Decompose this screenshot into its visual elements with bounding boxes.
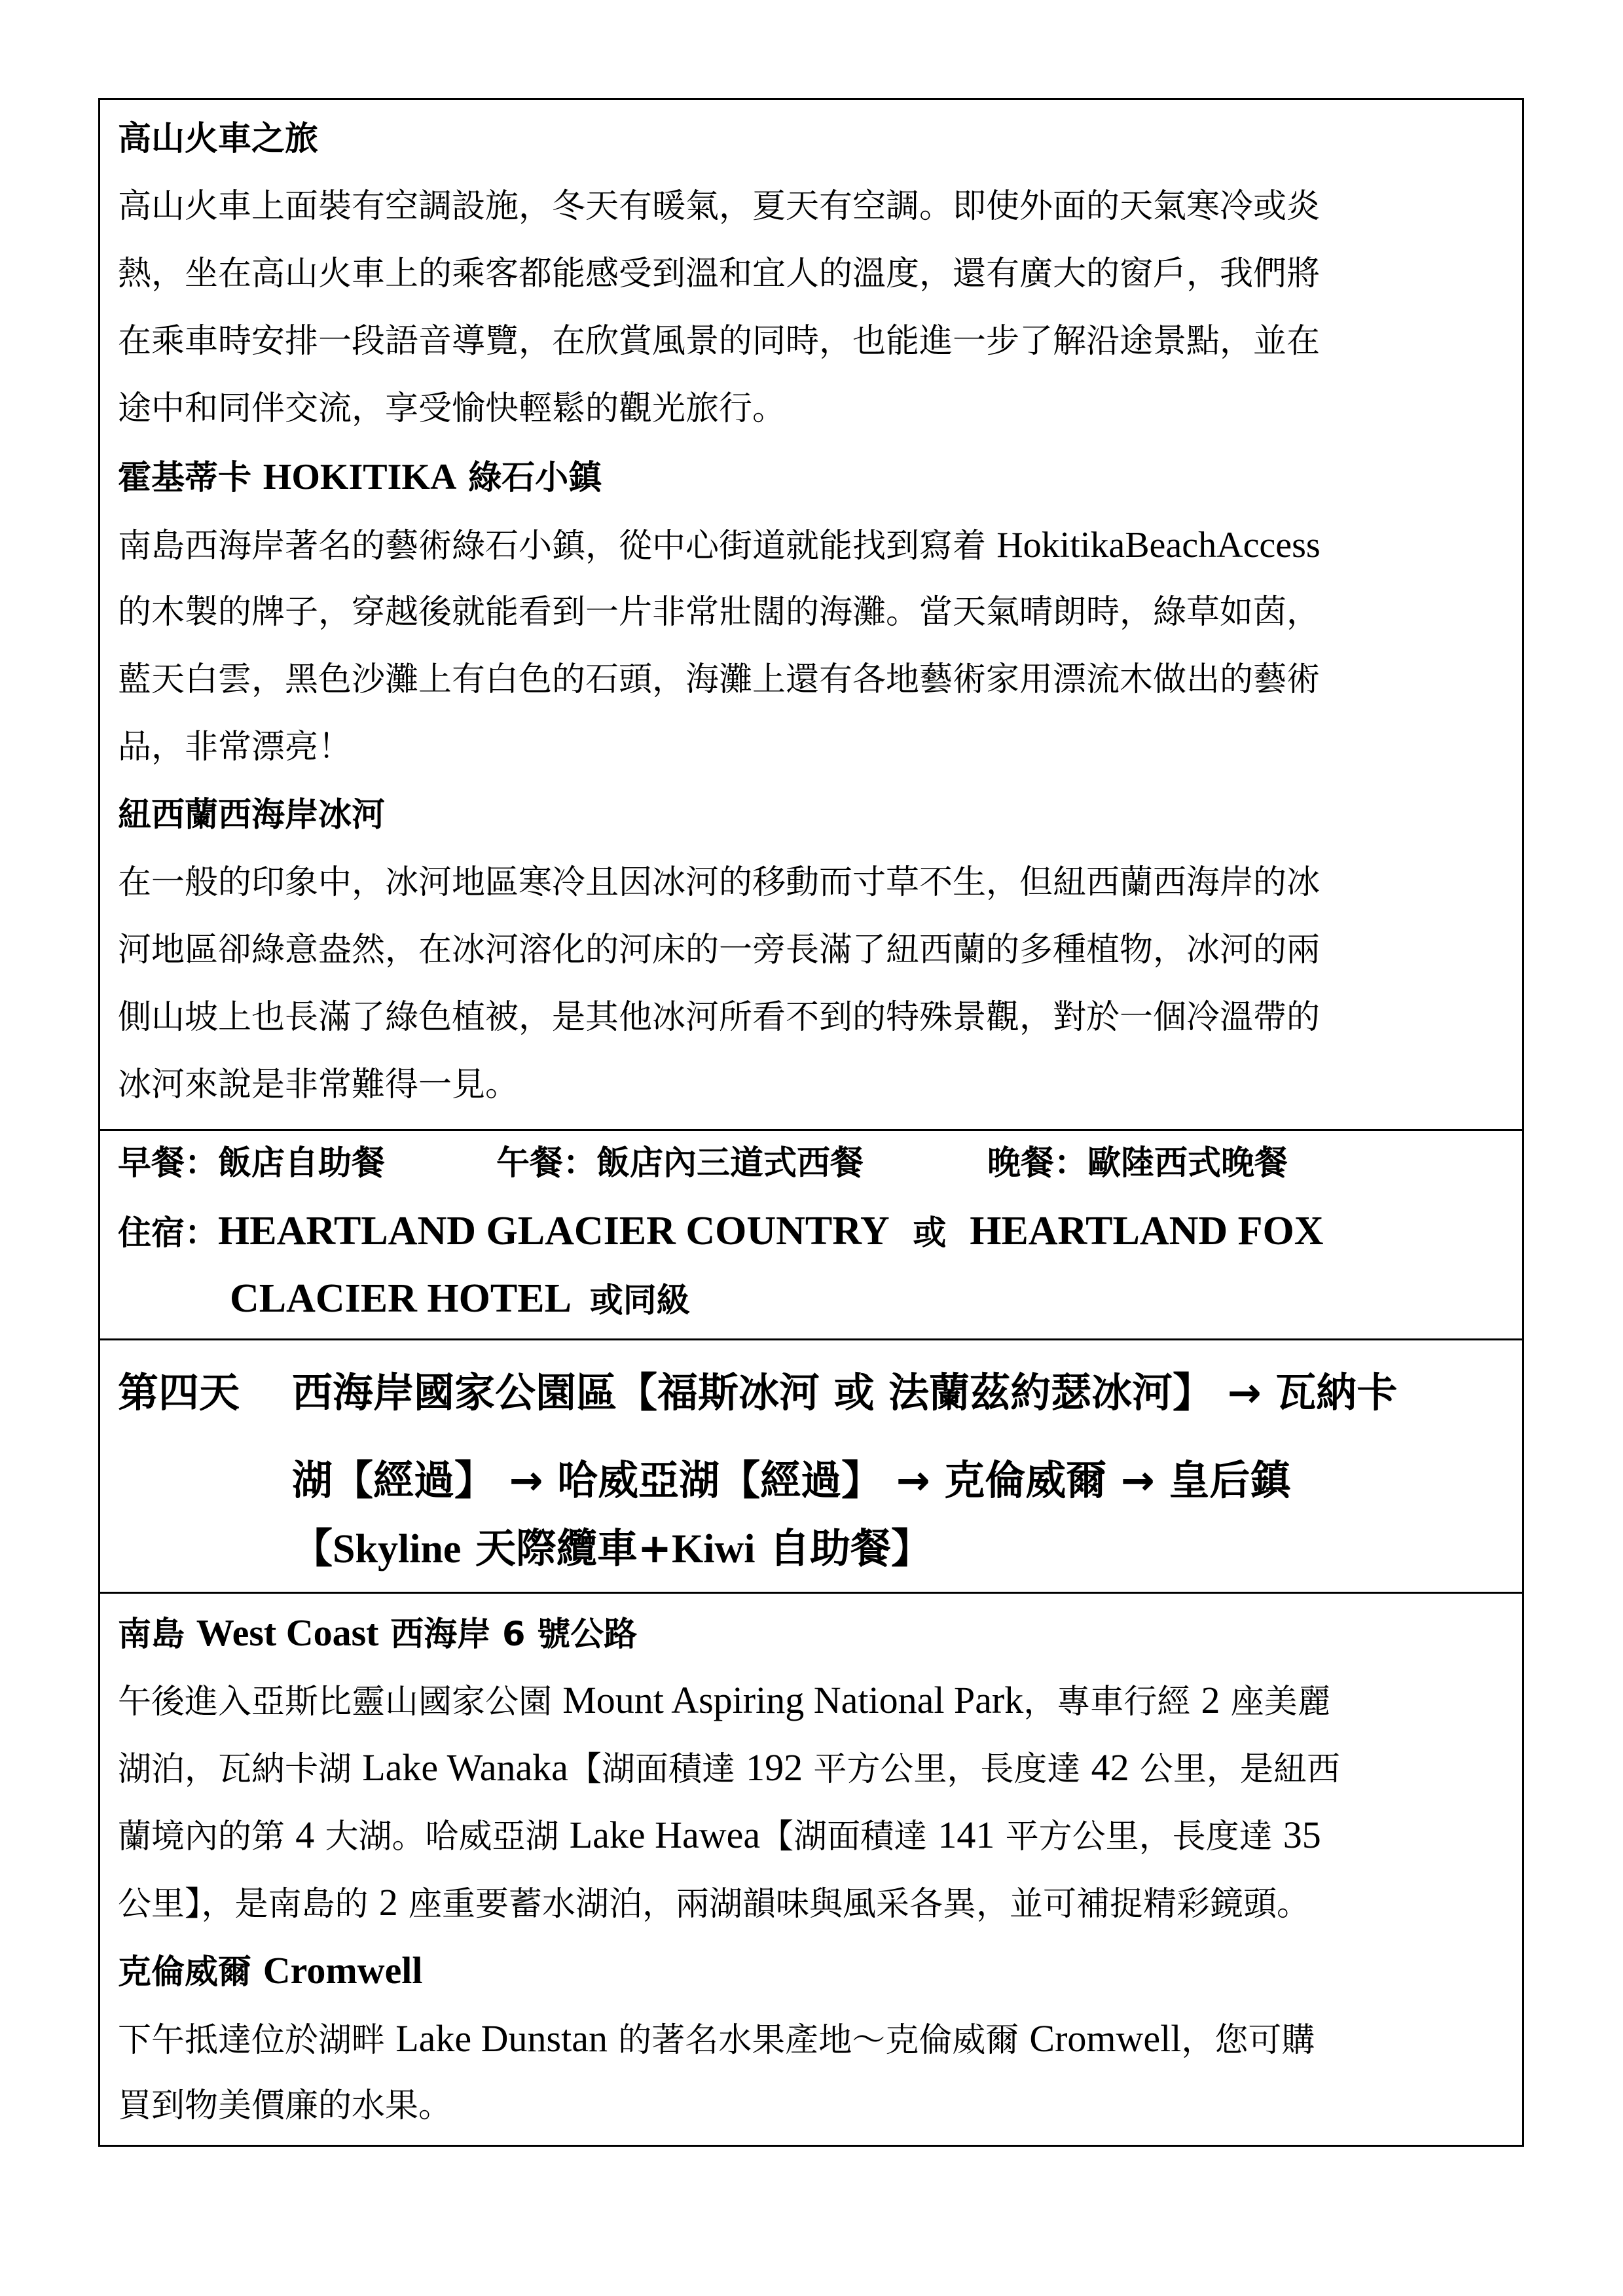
paragraph-line: 的木製的牌子，穿越後就能看到一片非常壯闊的海灘。當天氣晴朗時，綠草如茵， <box>118 593 1321 632</box>
heading-west-coast: 南島 West Coast 西海岸 6 號公路 <box>118 1611 638 1654</box>
meal-lunch: 午餐：飯店內三道式西餐 <box>496 1144 864 1183</box>
attractions-cell <box>100 100 1522 1129</box>
paragraph-line: 湖泊，瓦納卡湖 Lake Wanaka【湖面積達 192 平方公里，長度達 42 公里，是紐西 <box>118 1746 1340 1789</box>
heading-hokitika: 霍基蒂卡 HOKITIKA 綠石小鎮 <box>118 457 602 497</box>
heading-cromwell: 克倫威爾 Cromwell <box>118 1949 423 1992</box>
hotel-line-2: CLACIER HOTEL 或同級 <box>230 1276 690 1321</box>
paragraph-line: 熱，坐在高山火車上的乘客都能感受到溫和宜人的溫度，還有廣大的窗戶，我們將 <box>118 255 1321 293</box>
heading-glacier: 紐西蘭西海岸冰河 <box>118 796 386 834</box>
paragraph-line: 高山火車上面裝有空調設施，冬天有暖氣，夏天有空調。即使外面的天氣寒冷或炎 <box>118 187 1321 226</box>
day4-details-cell <box>100 1592 1522 2145</box>
paragraph-line: 在一般的印象中，冰河地區寒冷且因冰河的移動而寸草不生，但紐西蘭西海岸的冰 <box>118 863 1321 902</box>
paragraph-line: 公里】，是南島的 2 座重要蓄水湖泊，兩湖韻味與風采各異，並可補捉精彩鏡頭。 <box>118 1881 1310 1924</box>
paragraph-line: 下午抵達位於湖畔 Lake Dunstan 的著名水果產地～克倫威爾 Cromwell，您可購 <box>118 2017 1315 2060</box>
paragraph-line: 側山坡上也長滿了綠色植被，是其他冰河所看不到的特殊景觀，對於一個冷溫帶的 <box>118 998 1321 1037</box>
day4-route-line-2: 湖【經過】 → 哈威亞湖【經過】 → 克倫威爾 → 皇后鎮 <box>292 1456 1291 1504</box>
day-label: 第四天 <box>118 1369 240 1416</box>
paragraph-line: 在乘車時安排一段語音導覽，在欣賞風景的同時，也能進一步了解沿途景點，並在 <box>118 322 1321 361</box>
paragraph-line: 蘭境內的第 4 大湖。哈威亞湖 Lake Hawea【湖面積達 141 平方公里，長度達 35 <box>118 1814 1321 1856</box>
heading-alpine-train: 高山火車之旅 <box>118 120 319 158</box>
meal-breakfast: 早餐：飯店自助餐 <box>118 1144 386 1183</box>
paragraph-line: 午後進入亞斯比靈山國家公園 Mount Aspiring National Park，專車行經 2 座美麗 <box>118 1679 1331 1721</box>
paragraph-line: 南島西海岸著名的藝術綠石小鎮，從中心街道就能找到寫着 HokitikaBeachAccess <box>118 525 1321 565</box>
meal-dinner: 晚餐：歐陸西式晚餐 <box>987 1144 1288 1183</box>
paragraph-line: 河地區卻綠意盎然，在冰河溶化的河床的一旁長滿了紐西蘭的多種植物，冰河的兩 <box>118 931 1321 969</box>
paragraph-line: 藍天白雲，黑色沙灘上有白色的石頭，海灘上還有各地藝術家用漂流木做出的藝術 <box>118 660 1321 699</box>
paragraph-line: 途中和同伴交流，享受愉快輕鬆的觀光旅行。 <box>118 389 786 428</box>
paragraph-line: 買到物美價廉的水果。 <box>118 2087 452 2125</box>
paragraph-line: 冰河來說是非常難得一見。 <box>118 1066 519 1104</box>
itinerary-table <box>98 98 1524 2147</box>
day4-route-line-1: 西海岸國家公園區【福斯冰河 或 法蘭茲約瑟冰河】 → 瓦納卡 <box>292 1369 1398 1416</box>
paragraph-line: 品，非常漂亮！ <box>118 728 352 766</box>
day4-header-cell <box>100 1338 1522 1592</box>
hotel-line-1: 住宿：HEARTLAND GLACIER COUNTRY 或 HEARTLAND FOX <box>118 1209 1324 1253</box>
day4-route-line-3: 【Skyline 天際纜車+Kiwi 自助餐】 <box>292 1524 932 1572</box>
meals-cell <box>100 1129 1522 1338</box>
